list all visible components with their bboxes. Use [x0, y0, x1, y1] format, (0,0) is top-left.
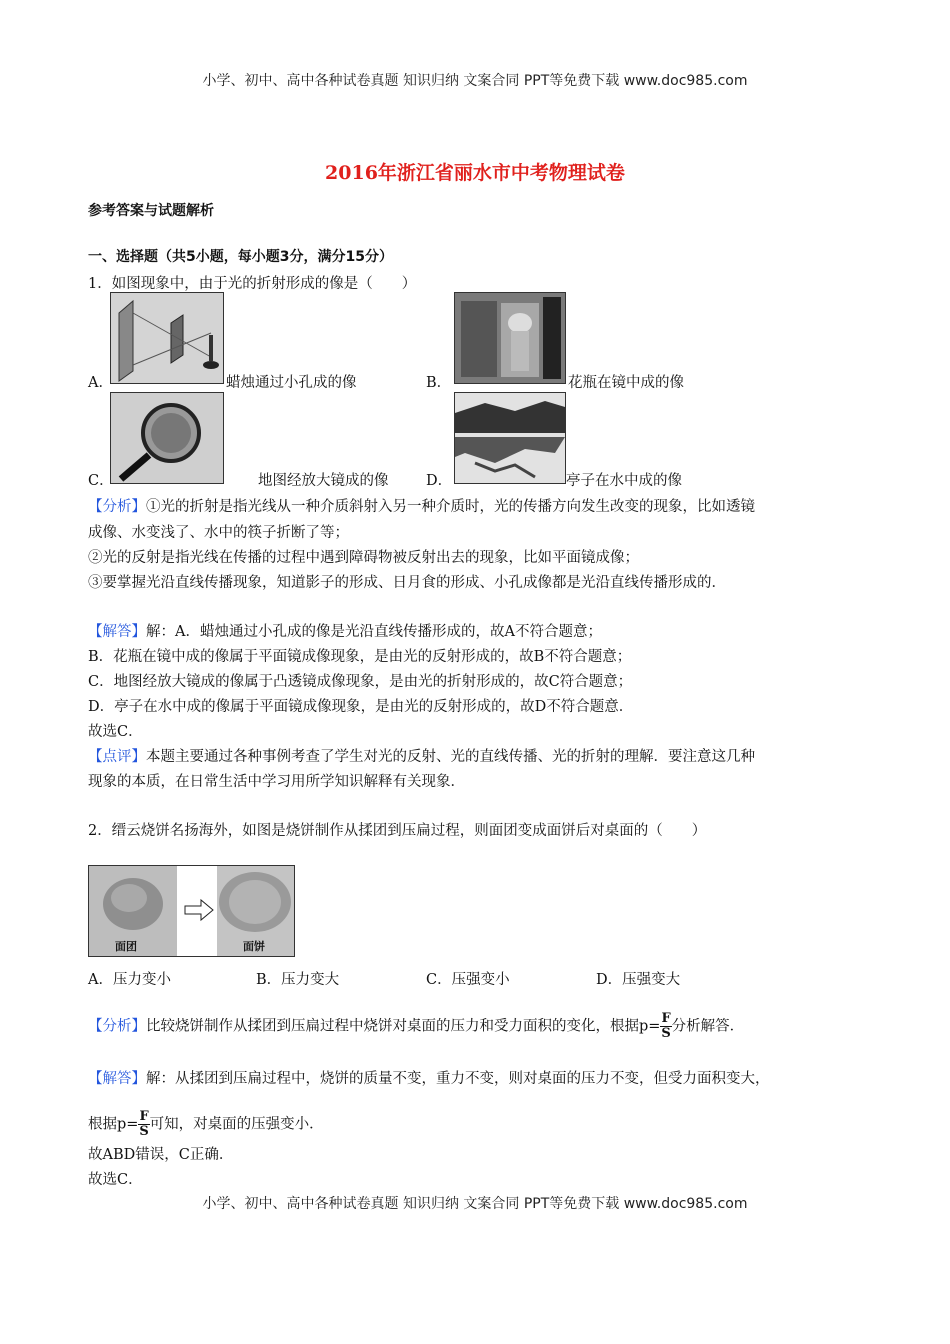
analysis-tag: 【分析】	[88, 499, 146, 515]
q1-analysis-line-1: 【分析】①光的折射是指光线从一种介质斜射入另一种介质时，光的传播方向发生改变的现象，比如透镜	[88, 499, 755, 515]
q1-option-a-letter: A．	[88, 375, 113, 391]
pressure-fraction: $\frac{F}{S}$	[661, 1011, 671, 1041]
q1-option-d-letter: D．	[426, 473, 453, 489]
q1-option-a-text: 蜡烛通过小孔成的像	[226, 375, 357, 391]
q1-stem: 1．如图现象中，由于光的折射形成的像是（ ）	[88, 276, 417, 292]
q1-option-b-letter: B．	[426, 375, 452, 391]
page-footer: 小学、初中、高中各种试卷真题 知识归纳 文案合同 PPT等免费下载 www.doc985.com	[202, 1196, 748, 1212]
q2-answer-line-2: 根据p= $\frac{F}{S}$ 可知，对桌面的压强变小．	[88, 1109, 324, 1139]
page-title: 2016年浙江省丽水市中考物理试卷	[325, 162, 625, 184]
q1-choose: 故选C．	[88, 724, 143, 740]
pinhole-illustration	[111, 293, 223, 383]
q1-answer-line-a: 【解答】解：A．蜡烛通过小孔成的像是光沿直线传播形成的，故A不符合题意；	[88, 624, 602, 640]
page-header: 小学、初中、高中各种试卷真题 知识归纳 文案合同 PPT等免费下载 www.doc985.com	[202, 73, 748, 89]
q2-option-d: D．压强变大	[596, 972, 681, 988]
q1-analysis-line-1b: 成像、水变浅了、水中的筷子折断了等；	[88, 525, 349, 541]
q1-analysis-line-3: ③要掌握光沿直线传播现象，知道影子的形成、日月食的形成、小孔成像都是光沿直线传播形成的．	[88, 575, 726, 591]
q1-option-c-letter: C．	[88, 473, 114, 489]
comment-tag: 【点评】	[88, 749, 146, 765]
q2-stem: 2．缙云烧饼名扬海外，如图是烧饼制作从揉团到压扁过程，则面团变成面饼后对桌面的（ ）	[88, 823, 707, 839]
magnifier-illustration	[111, 393, 223, 483]
q2-option-c: C．压强变小	[426, 972, 510, 988]
subtitle: 参考答案与试题解析	[88, 203, 214, 219]
q2-analysis: 【分析】比较烧饼制作从揉团到压扁过程中烧饼对桌面的压力和受力面积的变化，根据p= $\frac{F}{S}$ 分析解答．	[88, 1011, 745, 1041]
q2-answer-line-1: 【解答】解：从揉团到压扁过程中，烧饼的质量不变，重力不变，则对桌面的压力不变，但受力面积变大，	[88, 1071, 770, 1087]
q1-comment-line-1: 【点评】本题主要通过各种事例考查了学生对光的反射、光的直线传播、光的折射的理解．要注意这几种	[88, 749, 755, 765]
q1-option-d-image	[454, 392, 566, 484]
fig-label-pancake: 面饼	[243, 940, 265, 953]
q1-analysis-line-2: ②光的反射是指光线在传播的过程中遇到障碍物被反射出去的现象，比如平面镜成像；	[88, 550, 639, 566]
fig-label-dough: 面团	[115, 940, 137, 953]
q1-option-c-text: 地图经放大镜成的像	[258, 473, 389, 489]
q1-option-b-text: 花瓶在镜中成的像	[568, 375, 684, 391]
q2-answer-line-3: 故ABD错误，C正确．	[88, 1147, 234, 1163]
q1-answer-line-b: B．花瓶在镜中成的像属于平面镜成像现象，是由光的反射形成的，故B不符合题意；	[88, 649, 632, 665]
q1-answer-line-c: C．地图经放大镜成的像属于凸透镜成像现象，是由光的折射形成的，故C符合题意；	[88, 674, 633, 690]
q2-option-a: A．压力变小	[88, 972, 171, 988]
vase-mirror-illustration	[455, 293, 565, 383]
q2-choose: 故选C．	[88, 1172, 143, 1188]
analysis-tag: 【分析】	[88, 1018, 146, 1035]
q1-answer-line-d: D．亭子在水中成的像属于平面镜成像现象，是由光的反射形成的，故D不符合题意．	[88, 699, 634, 715]
q1-option-c-image	[110, 392, 224, 484]
q1-option-d-text: 亭子在水中成的像	[566, 473, 682, 489]
pavilion-reflection-illustration	[455, 393, 565, 483]
section-heading: 一、选择题（共5小题，每小题3分，满分15分）	[88, 249, 393, 265]
q2-option-b: B．压力变大	[256, 972, 340, 988]
q1-option-a-image	[110, 292, 224, 384]
q1-option-b-image	[454, 292, 566, 384]
pressure-fraction: $\frac{F}{S}$	[139, 1109, 149, 1139]
answer-tag: 【解答】	[88, 624, 146, 640]
q1-comment-line-2: 现象的本质，在日常生活中学习用所学知识解释有关现象．	[88, 774, 465, 790]
q2-figure	[88, 865, 295, 957]
answer-tag: 【解答】	[88, 1071, 146, 1087]
